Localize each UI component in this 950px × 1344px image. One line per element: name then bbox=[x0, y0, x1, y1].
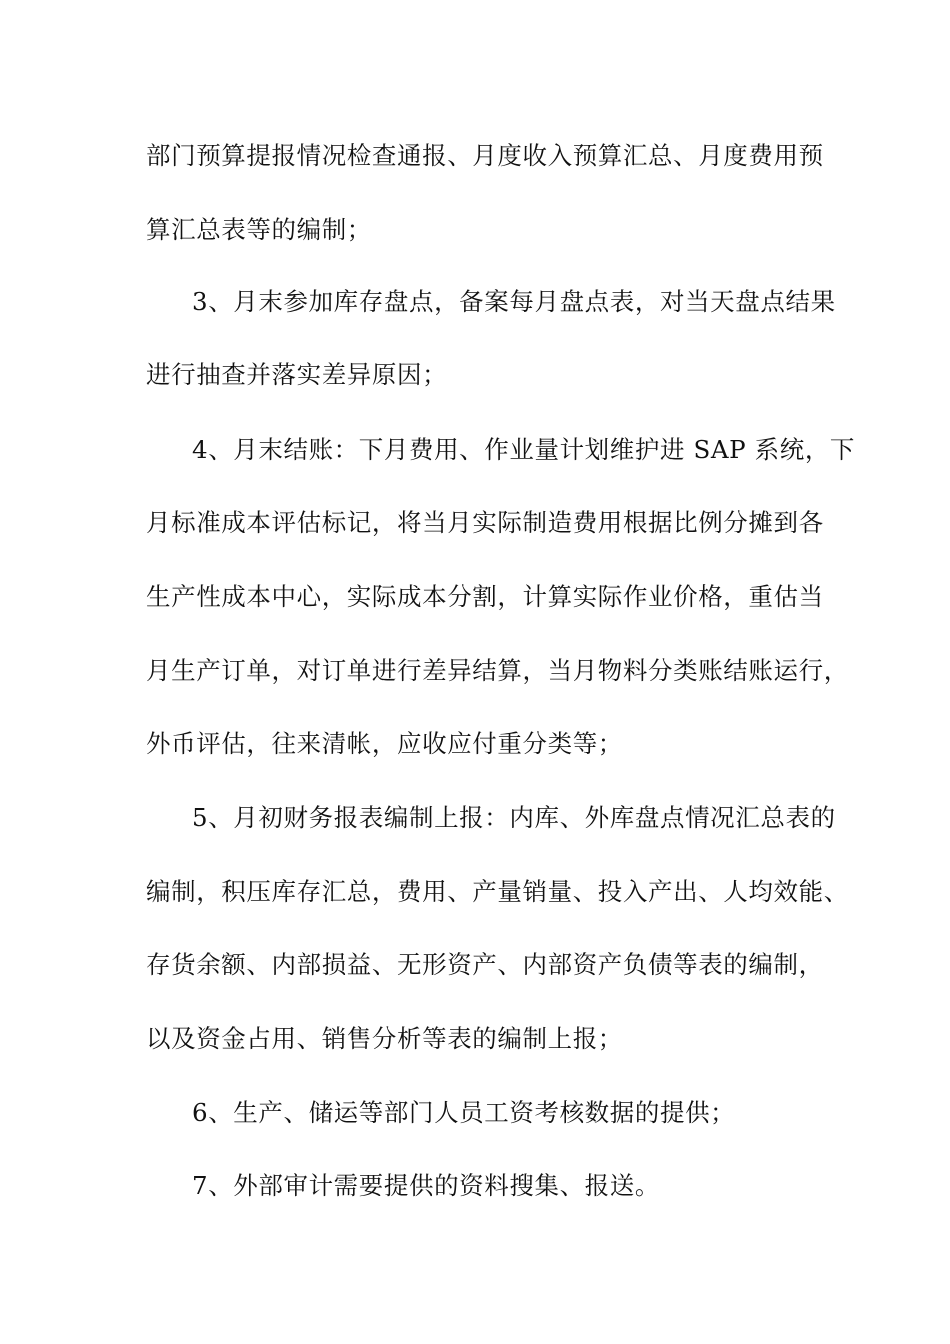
text-line: 编制，积压库存汇总，费用、产量销量、投入产出、人均效能、 bbox=[146, 877, 849, 906]
text-line: 7、外部审计需要提供的资料搜集、报送。 bbox=[192, 1171, 660, 1200]
text-line: 生产性成本中心，实际成本分割，计算实际作业价格，重估当 bbox=[146, 582, 824, 611]
text-line: 3、月末参加库存盘点，备案每月盘点表，对当天盘点结果 bbox=[192, 287, 836, 316]
text-line: 存货余额、内部损益、无形资产、内部资产负债等表的编制， bbox=[146, 950, 824, 979]
text-line: 以及资金占用、销售分析等表的编制上报； bbox=[146, 1024, 623, 1053]
text-line: 部门预算提报情况检查通报、月度收入预算汇总、月度费用预 bbox=[146, 141, 824, 170]
text-line: 算汇总表等的编制； bbox=[146, 215, 372, 244]
text-line: 外币评估，往来清帐，应收应付重分类等； bbox=[146, 729, 623, 758]
text-line: 月标准成本评估标记，将当月实际制造费用根据比例分摊到各 bbox=[146, 508, 824, 537]
text-line: 4、月末结账：下月费用、作业量计划维护进 SAP 系统，下 bbox=[192, 435, 856, 464]
text-line: 5、月初财务报表编制上报：内库、外库盘点情况汇总表的 bbox=[192, 803, 836, 832]
text-line: 进行抽查并落实差异原因； bbox=[146, 360, 448, 389]
text-line: 6、生产、储运等部门人员工资考核数据的提供； bbox=[192, 1098, 736, 1127]
text-line: 月生产订单，对订单进行差异结算，当月物料分类账结账运行， bbox=[146, 656, 849, 685]
